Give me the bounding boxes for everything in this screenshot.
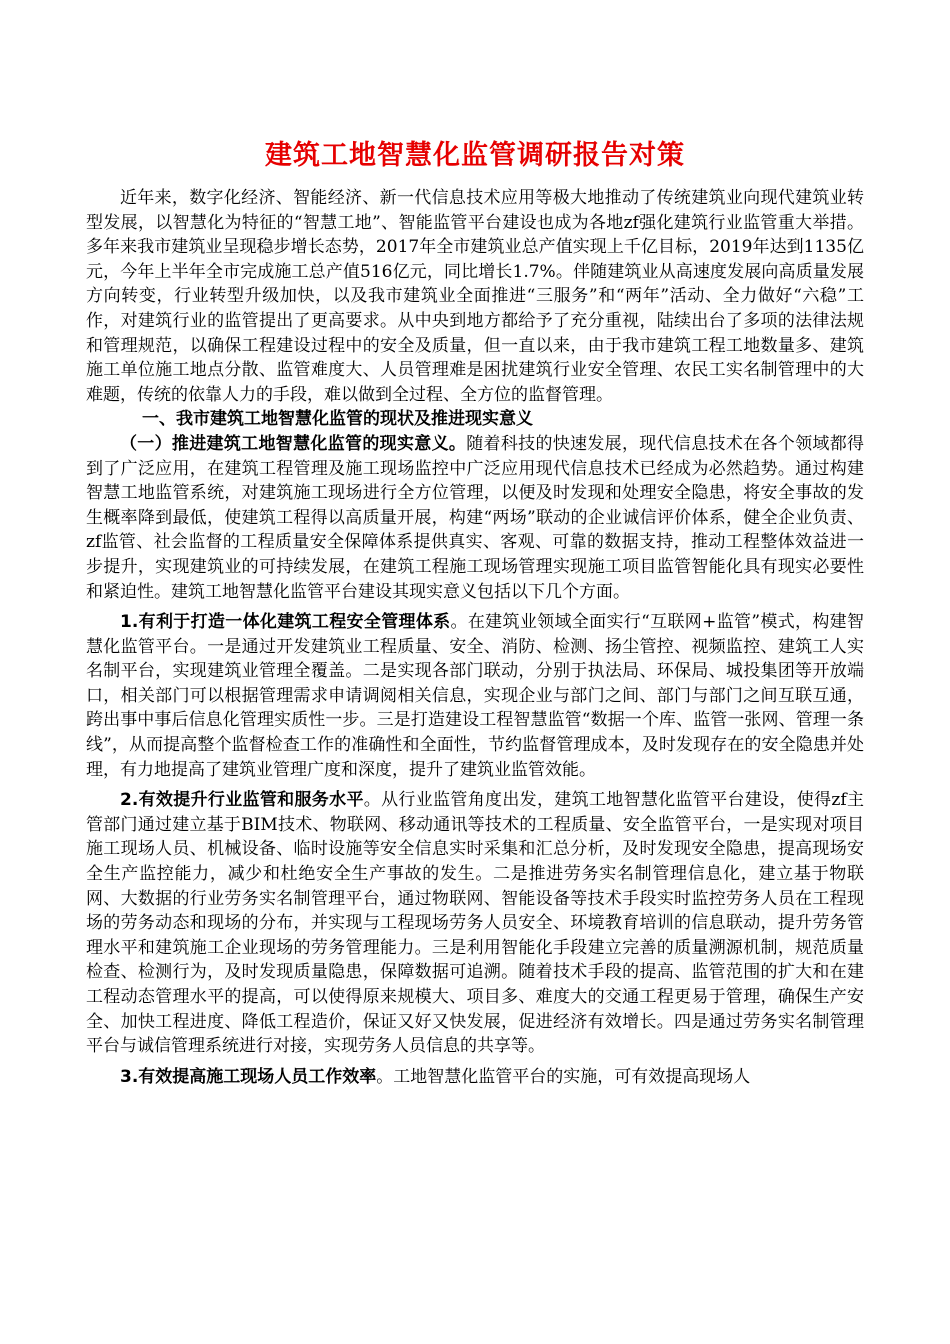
point-1-text: 。在建筑业领域全面实行“互联网+监管”模式，构建智慧化监管平台。一是通过开发建筑业工程质量、安全、消防、检测、扬尘管控、视频监控、建筑工人实名制平台，实现建筑业管理全覆盖。二是实现各部门联动，分别于执法局、环保局、城投集团等开放端口，相关部门可以根据管理需求申请调阅相关信息，实现企业与部门之间、部门与部门之间互联互通，跨出事中事后信息化管理实质性一步。三是打造建设工程智慧监管“数据一个库、监管一张网、管理一条线”，从而提高整个监督检查工作的准确性和全面性，节约监督管理成本，及时发现存在的安全隐患并处理，有力地提高了建筑业管理广度和深度，提升了建筑业监管效能。 (86, 612, 864, 780)
section-heading: 一、我市建筑工地智慧化监管的现状及推进现实意义 (142, 409, 533, 430)
subsection-paragraph (86, 432, 864, 604)
point-3-paragraph (86, 1065, 864, 1090)
point-3-lead: 3.有效提高施工现场人员工作效率 (120, 1066, 377, 1087)
point-1-paragraph (86, 610, 864, 782)
subsection-lead: （一）推进建筑工地智慧化监管的现实意义。 (120, 433, 467, 454)
intro-paragraph: 近年来，数字化经济、智能经济、新一代信息技术应用等极大地推动了传统建筑业向现代建筑业转型发展，以智慧化为特征的“智慧工地”、智能监管平台建设也成为各地zf强化建筑行业监管重大举措。多年来我市建筑业呈现稳步增长态势，2017年全市建筑业总产值实现上千亿目标，2019年达到1135亿元，今年上半年全市完成施工总产值516亿元，同比增长1.7%。伴随建筑业从高速度发展向高质量发展方向转变，行业转型升级加快，以及我市建筑业全面推进“三服务”和“两年”活动、全力做好“六稳”工作，对建筑行业的监管提出了更高要求。从中央到地方都给予了充分重视，陆续出台了多项的法律法规和管理规范，以确保工程建设过程中的安全及质量，但一直以来，由于我市建筑工程工地数量多、建筑施工单位施工地点分散、监管难度大、人员管理难是困扰建筑行业安全管理、农民工实名制管理中的大难题，传统的依靠人力的手段，难以做到全过程、全方位的监督管理。 (86, 188, 864, 405)
point-1-lead: 1.有利于打造一体化建筑工程安全管理体系 (120, 612, 451, 633)
point-2-lead: 2.有效提升行业监管和服务水平 (120, 790, 364, 811)
document-title: 建筑工地智慧化监管调研报告对策 (265, 140, 685, 171)
document-body (86, 186, 864, 1089)
subsection-text: 随着科技的快速发展，现代信息技术在各个领域都得到了广泛应用，在建筑工程管理及施工现场监控中广泛应用现代信息技术已经成为必然趋势。通过构建智慧工地监管系统，对建筑施工现场进行全方位管理，以便及时发现和处理安全隐患，将安全事故的发生概率降到最低，使建筑工程得以高质量开展，构建“两场”联动的企业诚信评价体系，健全企业负责、zf监管、社会监督的工程质量安全保障体系提供真实、客观、可靠的数据支持，推动工程整体效益进一步提升，实现建筑业的可持续发展，在建筑工程施工现场管理实现施工项目监管智能化具有现实必要性和紧迫性。建筑工地智慧化监管平台建设其现实意义包括以下几个方面。 (86, 433, 865, 602)
point-2-text: 。从行业监管角度出发，建筑工地智慧化监管平台建设，使得zf主管部门通过建立基于BIM技术、物联网、移动通讯等技术的工程质量、安全监管平台，一是实现对项目施工现场人员、机械设备、临时设施等安全信息实时采集和汇总分析，及时发现安全隐患，提高现场安全生产监控能力，减少和杜绝安全生产事故的发生。二是推进劳务实名制管理信息化，建立基于物联网、大数据的行业劳务实名制管理平台，通过物联网、智能设备等技术手段实时监控劳务人员在工程现场的劳务动态和现场的分布，并实现与工程现场劳务人员安全、环境教育培训的信息联动，提升劳务管理水平和建筑施工企业现场的劳务管理能力。三是利用智能化手段建立完善的质量溯源机制，规范质量检查、检测行为，及时发现质量隐患，保障数据可追溯。随着技术手段的提高、监管范围的扩大和在建工程动态管理水平的提高，可以使得原来规模大、项目多、难度大的交通工程更易于管理，确保生产安全、加快工程进度、降低工程造价，保证又好又快发展，促进经济有效增长。四是通过劳务实名制管理平台与诚信管理系统进行对接，实现劳务人员信息的共享等。 (86, 790, 864, 1057)
point-3-text: 。工地智慧化监管平台的实施，可有效提高现场人 (376, 1066, 751, 1087)
point-2-paragraph (86, 788, 864, 1059)
